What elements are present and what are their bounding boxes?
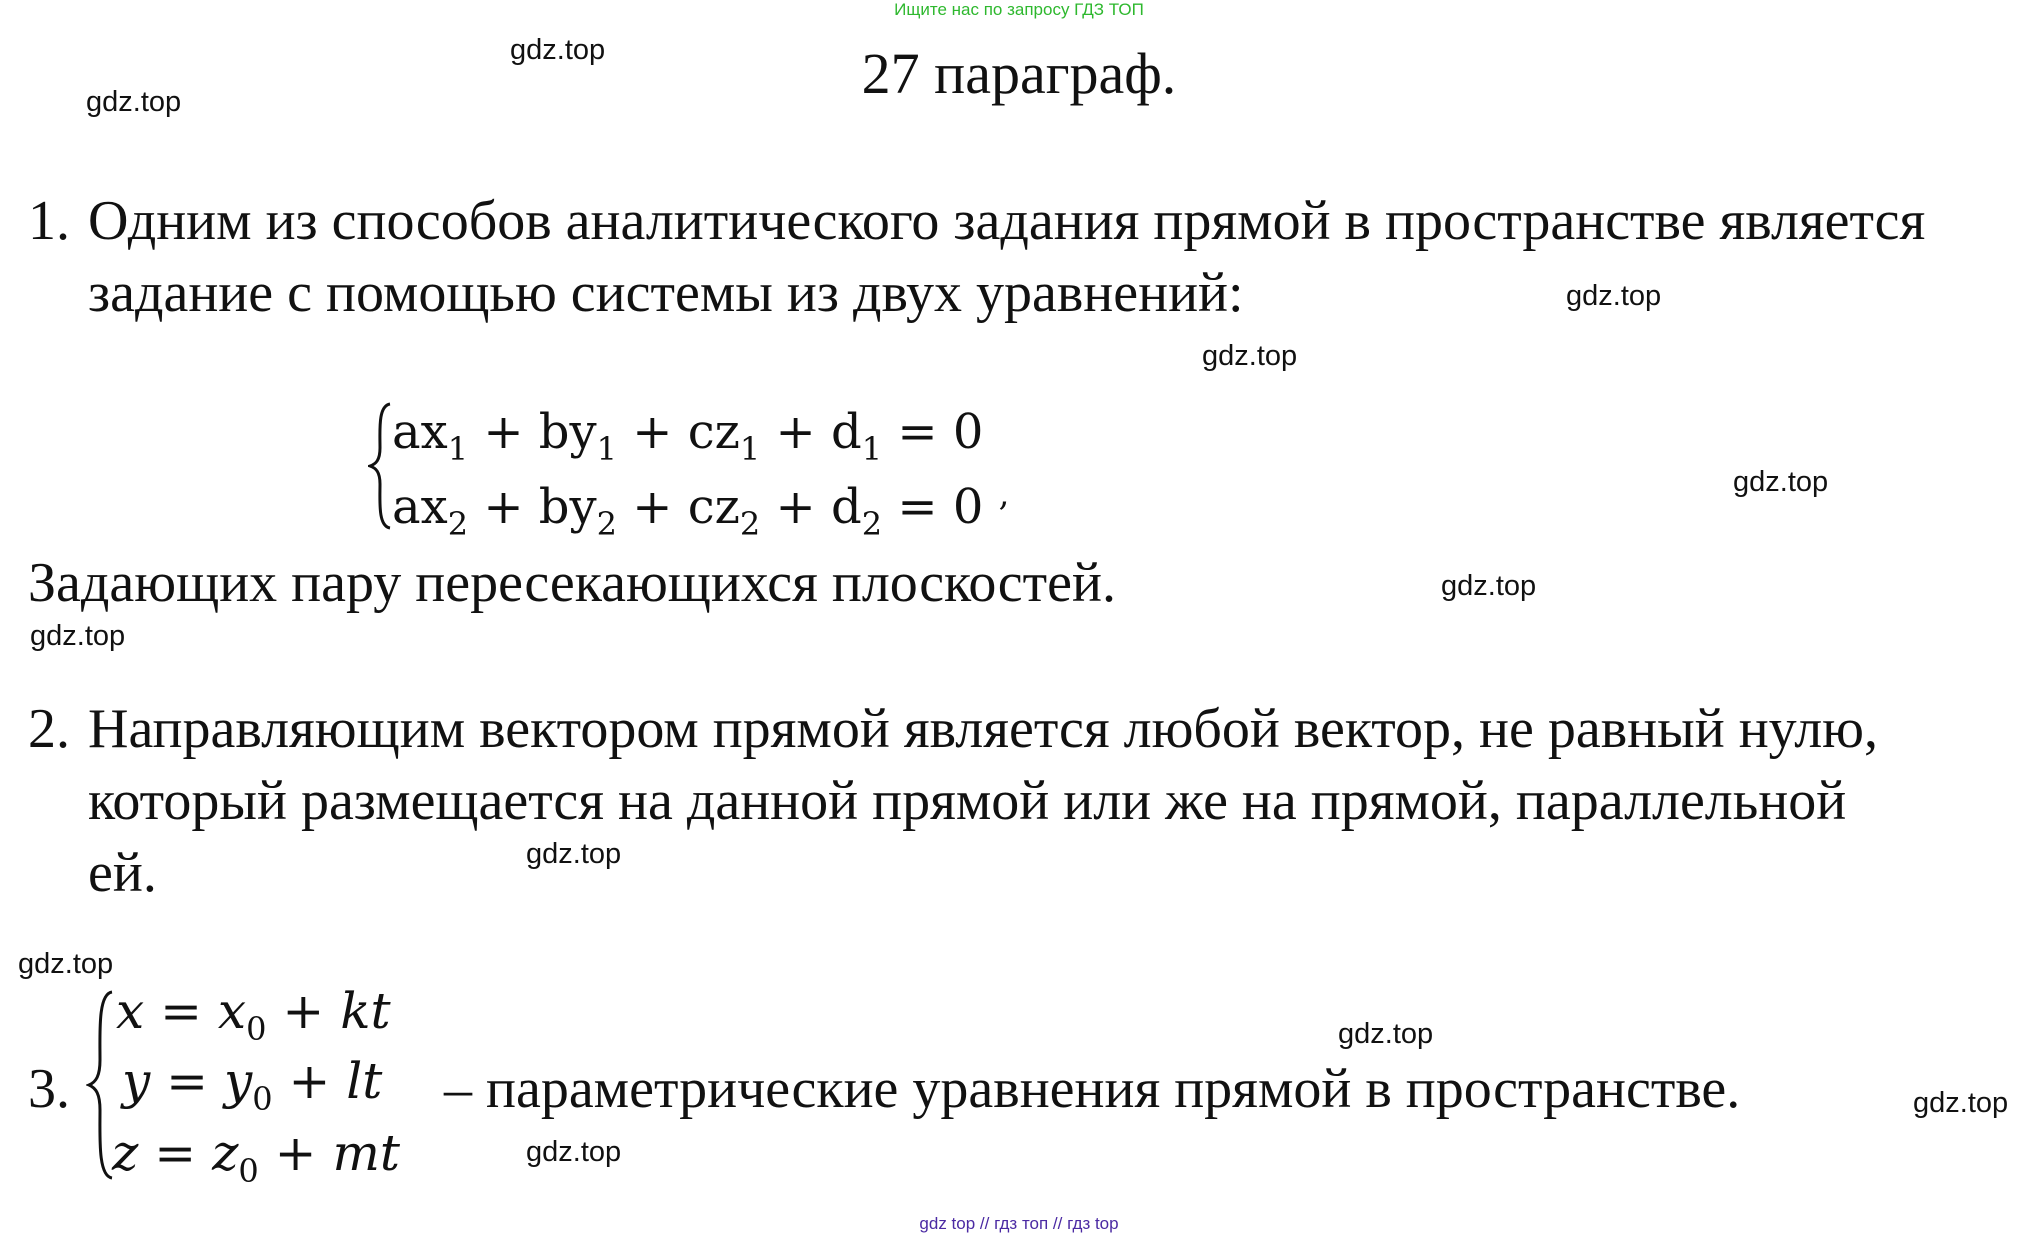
item2-line1: Направляющим вектором прямой является любой вектор, не равный нулю, [88, 698, 1879, 760]
watermark: gdz.top [1338, 1018, 1434, 1050]
eq1-term-c: cz [687, 404, 740, 460]
parametric-eq-y: $y = y_0$ + lt [122, 1052, 383, 1118]
eq1-sub: 1 [447, 430, 469, 468]
item3-number: 3. [28, 1058, 70, 1120]
watermark: gdz.top [1441, 570, 1537, 602]
parametric-eq-z: $z = z_0$ + mt [112, 1124, 400, 1190]
footer-links[interactable]: gdz top // гдз топ // гдз top [919, 1214, 1119, 1233]
watermark: gdz.top [86, 86, 182, 118]
watermark: gdz.top [1566, 280, 1662, 312]
eq2-rhs: = 0 [897, 479, 984, 535]
equation-1: $ax_1 + by_1 + cz_1 + d_1 = 0$ [392, 404, 984, 468]
watermark: gdz.top [1733, 466, 1829, 498]
eq1-rhs: = 0 [897, 404, 984, 460]
watermark: gdz.top [30, 620, 126, 652]
watermark: gdz.top [1202, 340, 1298, 372]
page-title: 27 параграф. [861, 41, 1177, 106]
eq2-term-b: by [538, 479, 597, 535]
parametric-eq-x: $x = x_0$ + kt [116, 982, 391, 1048]
equation-2: $ax_2 + by_2 + cz_2 + d_2 = 0$ , [392, 474, 1010, 543]
eq2-term-d: d [831, 479, 862, 535]
watermark: gdz.top [526, 838, 622, 870]
item3-description: – параметрические уравнения прямой в пространстве. [444, 1058, 1741, 1120]
watermark: gdz.top [510, 34, 606, 66]
eq2-term-a: ax [392, 479, 448, 535]
eq1-term-a: ax [392, 404, 448, 460]
item1-number: 1. [28, 190, 70, 252]
item2-line2: который размещается на данной прямой или же на прямой, параллельной [88, 770, 1847, 832]
eq2-term-c: cz [687, 479, 740, 535]
item2-line3: ей. [88, 842, 157, 904]
watermark: gdz.top [18, 948, 114, 980]
eq2-sub: 2 [447, 505, 469, 543]
eq1-term-b: by [538, 404, 597, 460]
item1-after-text: Задающих пару пересекающихся плоскостей. [28, 552, 1116, 614]
system-brace [368, 400, 394, 536]
eq1-term-d: d [831, 404, 862, 460]
item1-line1: Одним из способов аналитического задания прямой в пространстве является [88, 190, 1926, 252]
item1-line2: задание с помощью системы из двух уравнений: [88, 262, 1244, 324]
item2-number: 2. [28, 698, 70, 760]
eq2-comma: , [998, 474, 1010, 514]
watermark: gdz.top [526, 1136, 622, 1168]
watermark: gdz.top [1913, 1087, 2009, 1119]
search-banner: Ищите нас по запросу ГДЗ ТОП [894, 0, 1144, 19]
